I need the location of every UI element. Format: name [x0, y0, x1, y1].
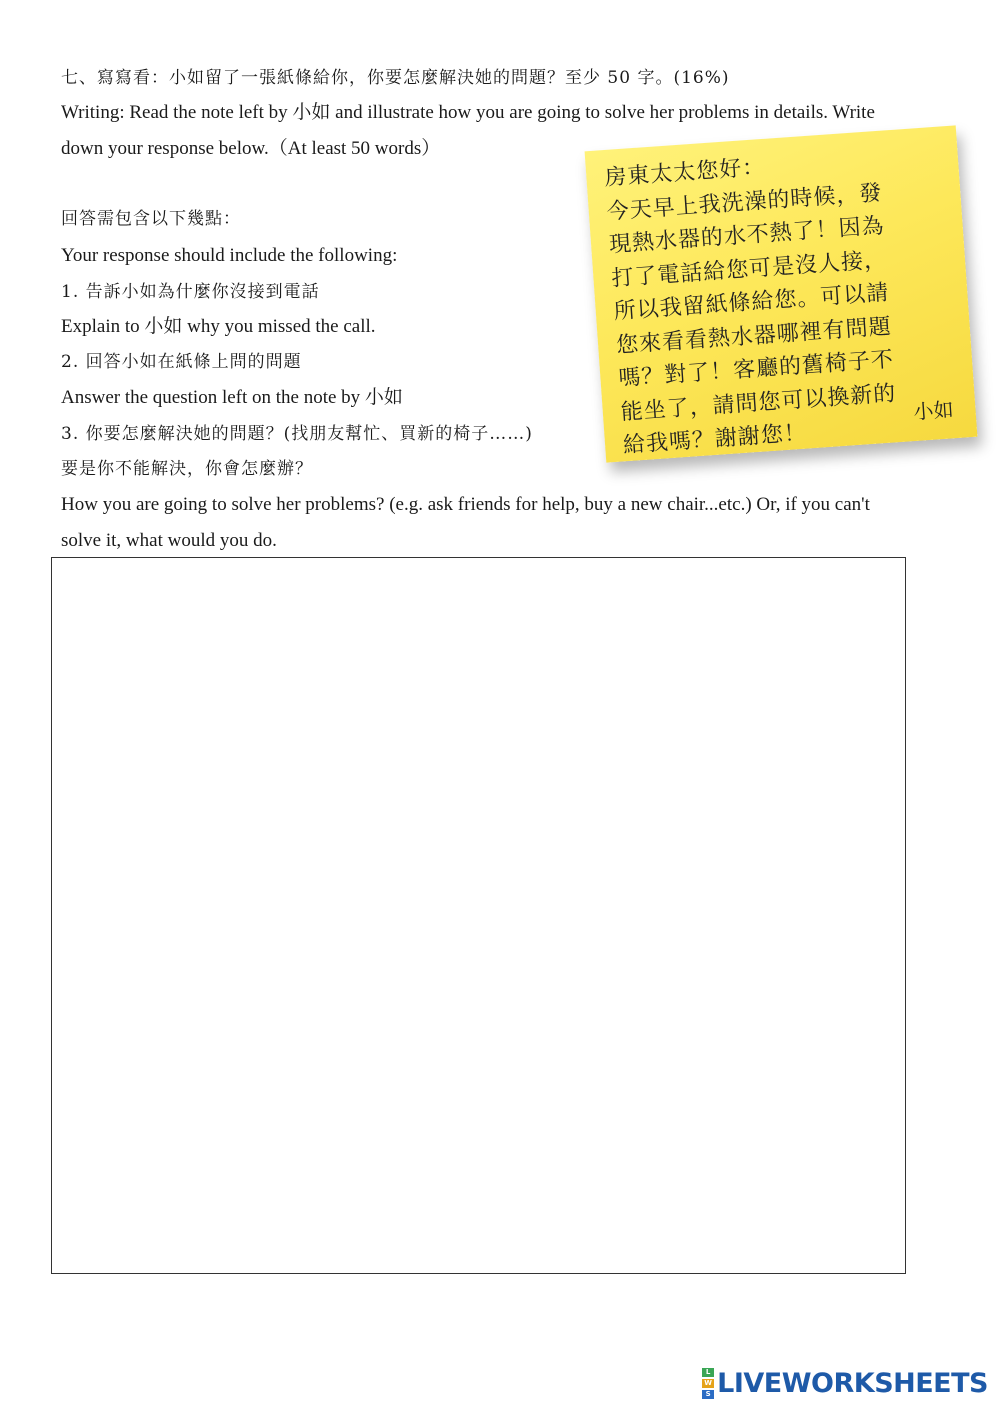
- note-signature: 小如: [912, 397, 955, 425]
- requirement-1-en: Explain to 小如 why you missed the call.: [61, 316, 376, 337]
- logo-mark-letter: L: [702, 1368, 714, 1377]
- intro-text-line-2: down your response below.（At least 50 words）: [61, 138, 441, 159]
- note-line: 能坐了，請問您可以換新的: [620, 380, 898, 425]
- liveworksheets-logo: [702, 1368, 988, 1398]
- requirement-3-zh: 3. 你要怎麼解決她的問題？(找朋友幫忙、買新的椅子……): [61, 424, 533, 444]
- requirement-2-zh: 2. 回答小如在紙條上問的問題: [61, 352, 302, 372]
- requirement-3-en-line-2: solve it, what would you do.: [61, 530, 277, 551]
- requirement-3-en-line-1: How you are going to solve her problems? (e.g. ask friends for help, buy a new chair...etc.) Or, if you can't: [61, 494, 870, 515]
- logo-text: LIVEWORKSHEETS: [717, 1367, 988, 1399]
- logo-mark-letter: S: [702, 1390, 714, 1399]
- requirements-heading-en: Your response should include the following:: [61, 245, 398, 266]
- answer-text-box[interactable]: [51, 557, 906, 1274]
- note-line: 打了電話給您可是沒人接，: [610, 247, 888, 292]
- requirement-3-zh-line-2: 要是你不能解決，你會怎麼辦？: [61, 459, 313, 479]
- note-line: 給我嗎？謝謝您！: [622, 420, 808, 459]
- note-line: 嗎？對了！客廳的舊椅子不: [617, 347, 895, 392]
- requirements-heading-zh: 回答需包含以下幾點：: [61, 209, 241, 229]
- requirement-1-zh: 1. 告訴小如為什麼你沒接到電話: [61, 282, 320, 302]
- note-line: 現熱水器的水不熱了！因為: [608, 213, 886, 258]
- sticky-note: [585, 125, 978, 462]
- note-line: 所以我留紙條給您。可以請: [612, 280, 891, 325]
- note-line: 今天早上我洗澡的時候，發: [605, 180, 884, 225]
- logo-mark-letter: W: [702, 1379, 714, 1388]
- note-line: 房東太太您好：: [603, 154, 767, 191]
- intro-text-line-1: Writing: Read the note left by 小如 and illustrate how you are going to solve her problems in details. Write: [61, 102, 875, 123]
- section-title: 七、寫寫看：小如留了一張紙條給你，你要怎麼解決她的問題？至少 50 字。(16%): [61, 68, 730, 88]
- note-line: 您來看看熱水器哪裡有問題: [615, 313, 893, 359]
- requirement-2-en: Answer the question left on the note by 小如: [61, 387, 403, 408]
- logo-icon: [702, 1367, 714, 1400]
- sticky-note-text: [603, 138, 963, 462]
